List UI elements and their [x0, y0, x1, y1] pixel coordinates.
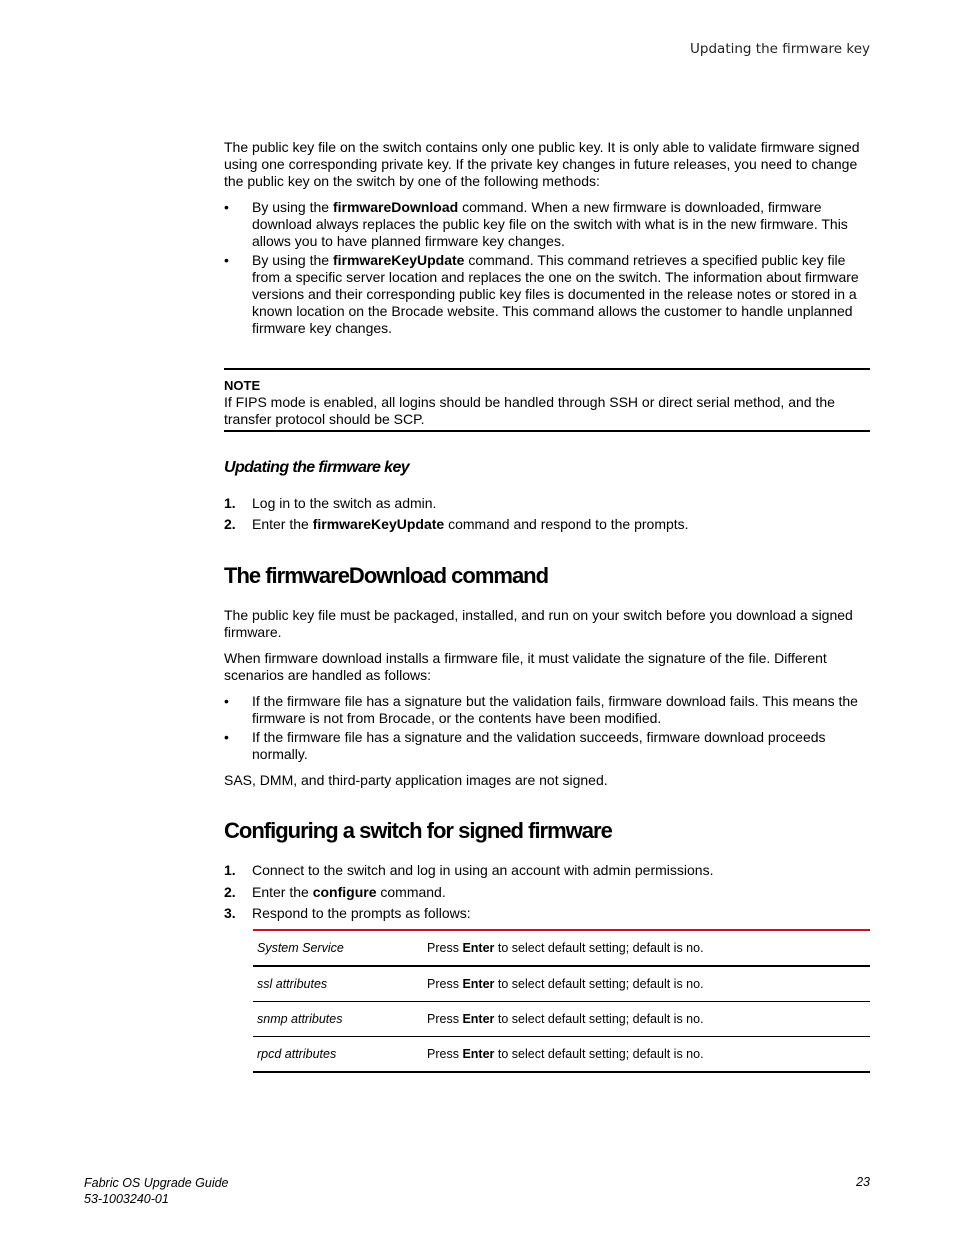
step-item: 2. Enter the configure command. [224, 884, 446, 900]
page-number: 23 [856, 1175, 870, 1189]
note-box [224, 368, 870, 432]
table-row [253, 1002, 870, 1037]
paragraph: When firmware download installs a firmware file, it must validate the signature of the file. Different scenarios are handled as follows: [224, 650, 827, 683]
paragraph: The public key file must be packaged, installed, and run on your switch before you download a signed firmware. [224, 607, 853, 640]
section-heading-configuring: Configuring a switch for signed firmware [224, 818, 612, 843]
update-key-steps [224, 495, 870, 533]
validation-scenarios-list [224, 693, 870, 765]
footer-doc-info [84, 1175, 229, 1207]
bullet-icon: • [224, 252, 229, 268]
prompt-response: Press Enter to select default setting; default is no. [427, 1047, 704, 1061]
prompt-response: Press Enter to select default setting; default is no. [423, 930, 870, 966]
prompts-table [253, 929, 870, 1073]
section-heading-update-key: Updating the firmware key [224, 459, 410, 476]
step-item: 1. Connect to the switch and log in using an account with admin permissions. [224, 862, 714, 878]
table-row [253, 966, 870, 1002]
prompt-field: snmp attributes [253, 1002, 423, 1037]
step-item: 1. Log in to the switch as admin. [224, 495, 437, 511]
command-name: firmwareDownload [332, 199, 459, 215]
table-row [253, 930, 870, 966]
paragraph: SAS, DMM, and third-party application images are not signed. [224, 772, 608, 788]
bullet-icon: • [224, 693, 229, 709]
step-item: 3. Respond to the prompts as follows: [224, 905, 471, 921]
bullet-icon: • [224, 199, 229, 215]
footer-doc-title: Fabric OS Upgrade Guide [84, 1176, 229, 1190]
prompt-field: System Service [253, 930, 423, 966]
prompt-field: rpcd attributes [257, 1047, 337, 1061]
table-row [253, 1037, 870, 1073]
section-heading-firmwaredownload: The firmwareDownload command [224, 563, 549, 588]
list-item: • If the firmware file has a signature and the validation succeeds, firmware download proceeds normally. [224, 729, 826, 762]
key-change-methods-list [224, 199, 870, 339]
command-name: firmwareKeyUpdate [332, 252, 465, 268]
list-item: • By using the firmwareKeyUpdate command. This command retrieves a specified public key file from a specific server location and replaces the one on the switch. The information about firmware versions and their corresponding public key files is documented in the release notes or stored in a known location on the Brocade website. This command allows the customer to handle unplanned firmware key changes. [224, 252, 859, 336]
configure-steps [224, 862, 870, 922]
note-label: NOTE [224, 378, 261, 393]
list-item: • By using the firmwareDownload command. When a new firmware is downloaded, firmware download always replaces the public key file on the switch with what is in the new firmware. This allows you to have planned firmware key changes. [224, 199, 848, 249]
list-item: • If the firmware file has a signature but the validation fails, firmware download fails. This means the firmware is not from Brocade, or the contents have been modified. [224, 693, 858, 726]
prompt-response: Press Enter to select default setting; default is no. [423, 966, 870, 1002]
footer-doc-number: 53-1003240-01 [84, 1192, 169, 1206]
note-text: If FIPS mode is enabled, all logins should be handled through SSH or direct serial method, and the transfer protocol should be SCP. [224, 394, 835, 427]
command-name: firmwareKeyUpdate [312, 516, 445, 532]
command-name: configure [312, 884, 377, 900]
step-item: 2. Enter the firmwareKeyUpdate command and respond to the prompts. [224, 516, 689, 532]
intro-paragraph: The public key file on the switch contains only one public key. It is only able to validate firmware signed using one corresponding private key. If the private key changes in future releases, you need to change the public key on the switch by one of the following methods: [224, 139, 860, 189]
prompt-field: ssl attributes [253, 966, 423, 1002]
running-header: Updating the firmware key [690, 41, 870, 57]
bullet-icon: • [224, 729, 229, 745]
prompt-response: Press Enter to select default setting; default is no. [423, 1002, 870, 1037]
